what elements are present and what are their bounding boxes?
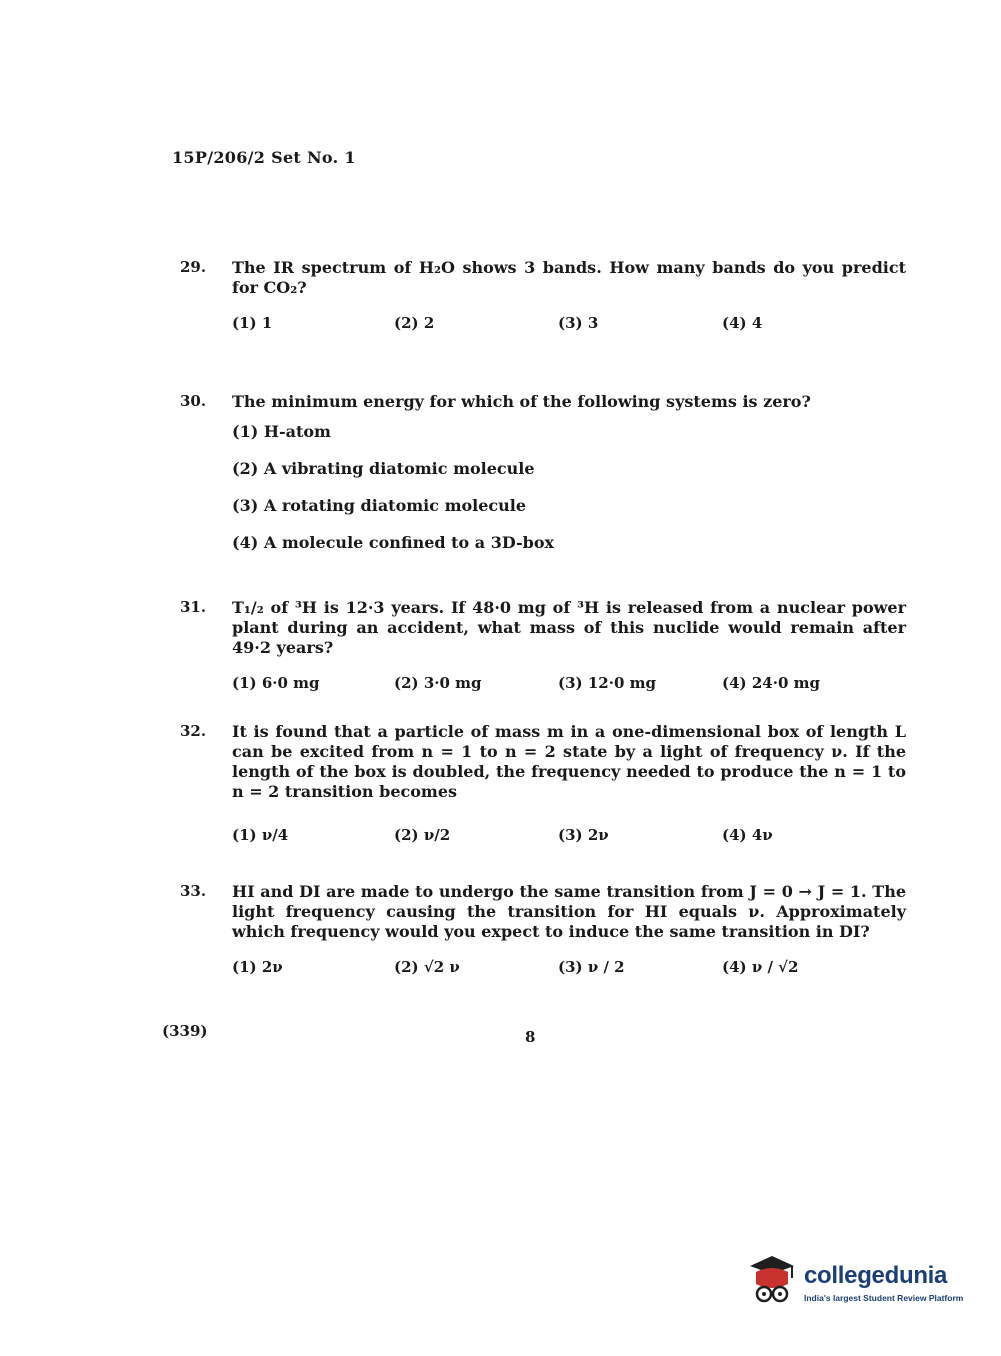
option-3: (3) ν / 2 (558, 958, 625, 976)
question-32 (180, 722, 906, 848)
question-number: 30. (180, 392, 207, 410)
option-4: (4) 4 (722, 314, 763, 332)
question-text: The IR spectrum of H₂O shows 3 bands. How many bands do you predict for CO₂? (232, 258, 906, 297)
question-number: 32. (180, 722, 207, 740)
question-text: T₁/₂ of ³H is 12·3 years. If 48·0 mg of ³H is released from a nuclear power plant during an accident, what mass of this nuclide would remain after 49·2 years? (232, 598, 906, 657)
options-row (232, 958, 906, 980)
option-1: (1) 1 (232, 314, 273, 332)
option-2: (2) ν/2 (394, 826, 451, 844)
question-text: It is found that a particle of mass m in a one-dimensional box of length L can be excited from n = 1 to n = 2 state by a light of frequency ν. If the length of the box is doubled, the frequency needed to produce the n = 1 to n = 2 transition becomes (232, 722, 906, 801)
option-3: (3) 12·0 mg (558, 674, 656, 692)
paper-code-header: 15P/206/2 Set No. 1 (172, 148, 356, 167)
option-1: (1) ν/4 (232, 826, 289, 844)
question-number: 29. (180, 258, 207, 276)
question-31 (180, 598, 906, 696)
page-number: 8 (525, 1028, 536, 1046)
option-1: (1) H-atom (232, 422, 331, 441)
option-4: (4) 24·0 mg (722, 674, 820, 692)
question-text: The minimum energy for which of the following systems is zero? (232, 392, 811, 411)
option-4: (4) A molecule confined to a 3D-box (232, 533, 555, 552)
option-3: (3) 3 (558, 314, 599, 332)
options-row (232, 826, 906, 848)
options-row (232, 314, 906, 336)
option-2: (2) A vibrating diatomic molecule (232, 459, 535, 478)
brand-name: collegedunia (804, 1262, 948, 1289)
option-2: (2) 3·0 mg (394, 674, 482, 692)
option-3: (3) 2ν (558, 826, 609, 844)
option-2: (2) 2 (394, 314, 435, 332)
option-1: (1) 6·0 mg (232, 674, 320, 692)
options-row (232, 674, 906, 696)
question-29 (180, 258, 906, 336)
footer-code: (339) (162, 1022, 208, 1040)
question-30 (180, 392, 906, 570)
question-33 (180, 882, 906, 980)
option-2: (2) √2 ν (394, 958, 460, 976)
question-number: 33. (180, 882, 207, 900)
collegedunia-watermark (742, 1248, 972, 1310)
options-list (232, 422, 906, 552)
option-1: (1) 2ν (232, 958, 283, 976)
option-3: (3) A rotating diatomic molecule (232, 496, 527, 515)
brand-tagline: India's largest Student Review Platform (804, 1293, 964, 1303)
question-text: HI and DI are made to undergo the same transition from J = 0 → J = 1. The light frequency causing the transition for HI equals ν. Approximately which frequency would you expect to induce the same transition in DI? (232, 882, 906, 941)
question-number: 31. (180, 598, 207, 616)
mascot-icon (742, 1250, 802, 1310)
option-4: (4) ν / √2 (722, 958, 799, 976)
option-4: (4) 4ν (722, 826, 773, 844)
